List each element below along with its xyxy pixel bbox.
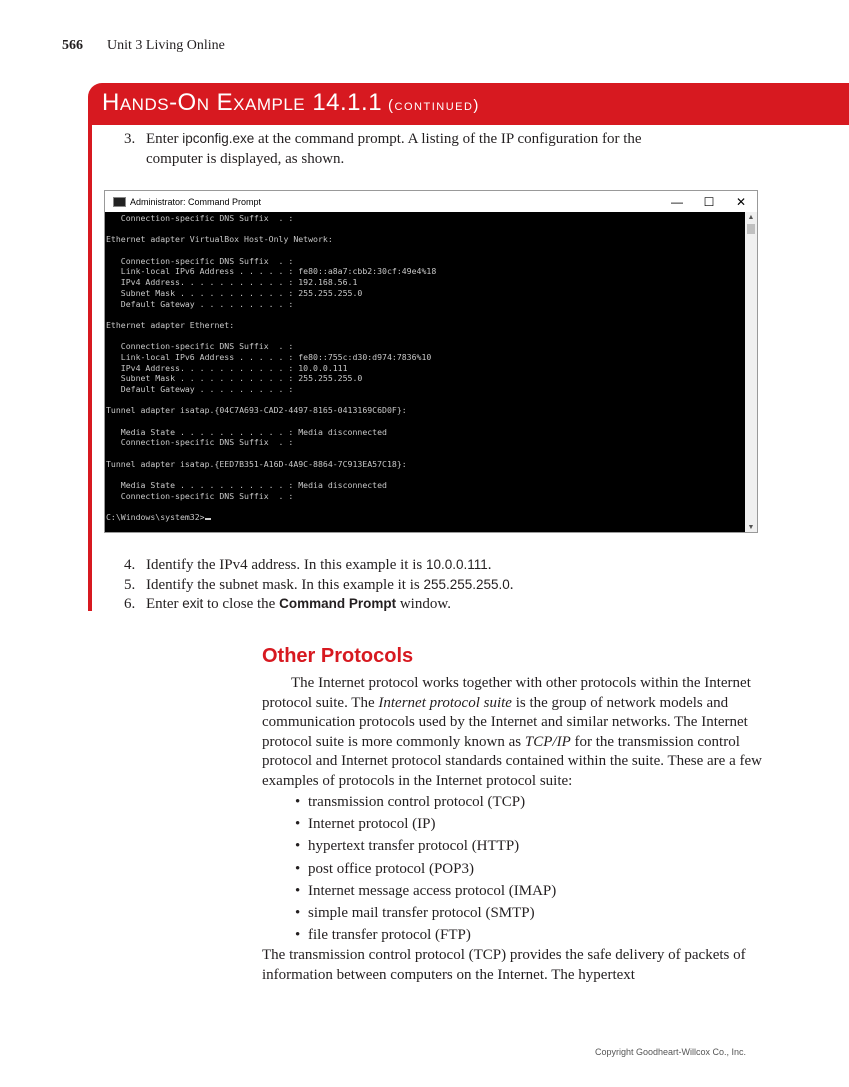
maximize-button[interactable]: ☐ xyxy=(703,194,715,209)
step-number: 5. xyxy=(124,576,136,593)
step-text: Identify the IPv4 address. In this example it is xyxy=(146,557,426,573)
step-number: 4. xyxy=(124,557,136,573)
terminal-line xyxy=(106,448,745,459)
unit-title: Unit 3 Living Online xyxy=(107,38,225,53)
terminal-line: Media State . . . . . . . . . . . : Media disconnected xyxy=(106,480,387,491)
step-code: exit xyxy=(182,596,204,611)
terminal-line xyxy=(106,245,745,256)
list-item: • post office protocol (POP3) xyxy=(262,858,762,880)
terminal-line: Default Gateway . . . . . . . . . : xyxy=(106,298,294,309)
step-text: Enter xyxy=(146,131,183,147)
command-prompt-window xyxy=(104,190,758,533)
cursor xyxy=(205,518,211,520)
scroll-up-icon[interactable]: ▲ xyxy=(747,213,755,221)
step-3 xyxy=(124,129,724,169)
terminal-line: Link-local IPv6 Address . . . . . : fe80::a8a7:cbb2:30cf:49e4%18 xyxy=(106,266,437,277)
list-item: • Internet message access protocol (IMAP) xyxy=(262,880,762,902)
list-item: • hypertext transfer protocol (HTTP) xyxy=(262,835,762,857)
terminal-line: Connection-specific DNS Suffix . : xyxy=(106,255,294,266)
step-5 xyxy=(124,575,724,596)
terminal-output[interactable] xyxy=(105,212,745,532)
banner-suffix: (continued) xyxy=(388,97,480,114)
scroll-down-icon[interactable]: ▼ xyxy=(747,523,755,531)
terminal-line xyxy=(106,331,745,342)
step-text: window. xyxy=(396,596,451,612)
terminal-line: Link-local IPv6 Address . . . . . : fe80::755c:d30:d974:7836%10 xyxy=(106,351,432,362)
banner-title-text: Hands-On Example 14.1.1 xyxy=(102,89,383,116)
protocol-list xyxy=(262,791,762,946)
scrollbar[interactable] xyxy=(745,212,757,532)
step-6 xyxy=(124,594,724,615)
scroll-thumb[interactable] xyxy=(747,224,755,234)
terminal-line: Subnet Mask . . . . . . . . . . . : 255.255.255.0 xyxy=(106,287,363,298)
cmd-icon xyxy=(113,197,126,207)
key-term: Internet protocol suite xyxy=(378,694,512,711)
terminal-line: Default Gateway . . . . . . . . . : xyxy=(106,384,294,394)
step-number: 6. xyxy=(124,596,136,612)
list-item: • file transfer protocol (FTP) xyxy=(262,924,762,946)
terminal-line xyxy=(106,224,745,235)
terminal-line: Connection-specific DNS Suffix . : xyxy=(106,437,294,448)
step-number: 3. xyxy=(124,131,136,147)
terminal-line: Connection-specific DNS Suffix . : xyxy=(106,490,294,501)
step-text: Identify the subnet mask. In this example it is xyxy=(146,576,424,593)
step-text: computer is displayed, as shown. xyxy=(146,150,345,167)
terminal-line: Connection-specific DNS Suffix . : xyxy=(106,213,294,223)
step-text: Enter xyxy=(146,596,183,612)
step-code: ipconfig.exe xyxy=(182,131,255,146)
step-4 xyxy=(124,555,724,576)
list-item: • transmission control protocol (TCP) xyxy=(262,791,762,813)
prompt-text: C:\Windows\system32> xyxy=(106,512,205,523)
list-item: • simple mail transfer protocol (SMTP) xyxy=(262,902,762,924)
section-body xyxy=(262,674,762,985)
terminal-line: Ethernet adapter Ethernet: xyxy=(106,319,235,330)
terminal-line: IPv4 Address. . . . . . . . . . . : 192.168.56.1 xyxy=(106,277,358,288)
terminal-line: Ethernet adapter VirtualBox Host-Only Network: xyxy=(106,234,333,245)
text: is the group of network models and communication protocols used by the Internet and similar networks. The Internet protocol suite is more commonly known as xyxy=(262,694,748,750)
terminal-line: IPv4 Address. . . . . . . . . . . : 10.0.0.111 xyxy=(106,362,348,373)
step-code: 255.255.255.0 xyxy=(423,576,510,592)
terminal-line xyxy=(106,309,745,320)
example-sidebar-rule xyxy=(88,125,92,611)
running-header xyxy=(62,38,225,54)
step-text: . xyxy=(509,576,514,593)
terminal-line xyxy=(106,395,745,406)
terminal-line: Tunnel adapter isatap.{04C7A693-CAD2-4497-8165-0413169C6D0F}: xyxy=(106,405,407,416)
copyright: Copyright Goodheart-Willcox Co., Inc. xyxy=(595,1047,747,1057)
terminal-line xyxy=(106,502,745,513)
terminal-line xyxy=(106,416,745,427)
terminal-line: Subnet Mask . . . . . . . . . . . : 255.255.255.0 xyxy=(106,373,363,384)
step-bold: Command Prompt xyxy=(279,596,397,611)
paragraph xyxy=(262,674,762,791)
minimize-button[interactable]: — xyxy=(671,194,683,209)
window-titlebar xyxy=(105,191,757,212)
close-button[interactable]: ✕ xyxy=(735,194,747,209)
terminal-prompt xyxy=(106,512,745,523)
paragraph: The transmission control protocol (TCP) provides the safe delivery of packets of information between computers on the Internet. The hypertext xyxy=(262,947,746,983)
key-term: TCP/IP xyxy=(524,733,571,750)
example-banner xyxy=(88,83,849,125)
step-text: at the command prompt. A listing of the IP configuration for the xyxy=(254,131,642,147)
step-code: 10.0.0.111 xyxy=(425,557,488,572)
terminal-line xyxy=(106,470,745,481)
window-title: Administrator: Command Prompt xyxy=(130,196,262,207)
list-item: • Internet protocol (IP) xyxy=(262,813,762,835)
text: The Internet protocol works together with other protocols within the Internet protocol suite. The xyxy=(262,675,751,711)
page-number: 566 xyxy=(62,38,83,53)
terminal-line: Connection-specific DNS Suffix . : xyxy=(106,341,294,352)
terminal-line: Media State . . . . . . . . . . . : Media disconnected xyxy=(106,426,387,437)
section-heading: Other Protocols xyxy=(262,645,414,667)
banner-title xyxy=(102,89,480,117)
step-text: . xyxy=(487,557,492,573)
text: for the transmission control protocol and Internet protocol standards contained within the suite. These are a few examples of protocols in the Internet protocol suite: xyxy=(262,733,762,789)
step-text: to close the xyxy=(203,596,280,612)
terminal-line: Tunnel adapter isatap.{EED7B351-A16D-4A9C-8864-7C913EA57C18}: xyxy=(106,458,407,469)
